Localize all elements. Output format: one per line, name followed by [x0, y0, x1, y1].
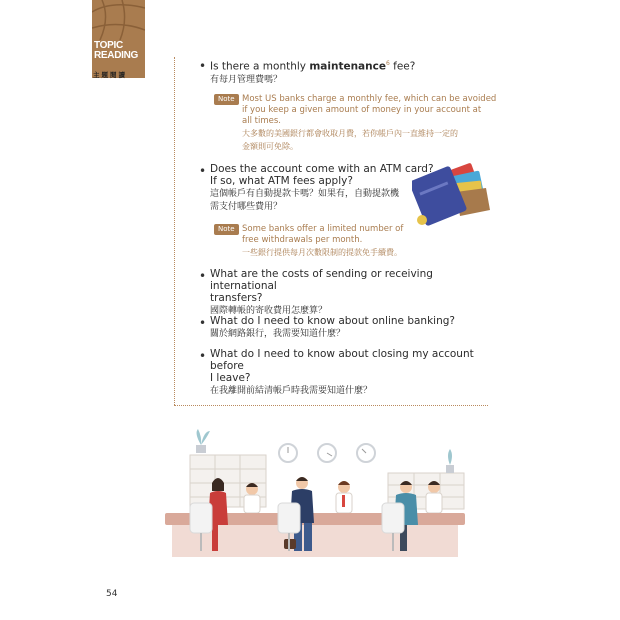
topic-label-line1: TOPIC	[94, 40, 123, 51]
dotted-divider-vertical	[174, 57, 175, 405]
question-4	[200, 315, 500, 341]
question-3-zh: 國際轉帳的寄收費用怎麼算？	[210, 306, 328, 316]
note-2-en-line1: Some banks offer a limited number of	[242, 224, 404, 234]
note-2-en-line2: free withdrawals per month.	[242, 235, 363, 245]
bullet-icon: •	[199, 349, 207, 363]
note-1-zh-line2: 金額則可免除。	[242, 142, 298, 151]
question-5-zh: 在我離開前結清帳戶時我需要知道什麼？	[210, 386, 373, 396]
topic-reading-tab	[92, 0, 145, 78]
topic-label-zh: 主題閱讀	[93, 71, 127, 79]
topic-label-line2: READING	[94, 50, 139, 61]
question-2-en-line2: If so, what ATM fees apply?	[210, 175, 353, 187]
question-2-en-line1: Does the account come with an ATM card?	[210, 163, 434, 175]
note-badge: Note	[214, 224, 239, 235]
bank-counter-illustration	[160, 425, 480, 560]
dotted-divider-horizontal	[174, 405, 488, 406]
question-5	[200, 348, 500, 398]
note-1-en-line1: Most US banks charge a monthly fee, which can be avoided	[242, 94, 497, 104]
bullet-icon: •	[199, 164, 207, 178]
question-4-en: What do I need to know about online banking?	[210, 315, 455, 327]
question-5-en-line2: I leave?	[210, 372, 251, 384]
topic-label	[94, 41, 138, 61]
note-1-en-line2: if you keep a given amount of money in your account at	[242, 105, 482, 115]
question-1	[200, 58, 500, 87]
question-4-zh: 關於網路銀行，我需要知道什麼？	[210, 329, 346, 339]
question-3-en-line2: transfers?	[210, 292, 263, 304]
note-1	[214, 94, 504, 153]
question-2-zh-line2: 需支付哪些費用？	[210, 202, 283, 212]
question-3	[200, 268, 500, 318]
q1-en-part2: fee?	[389, 60, 416, 73]
question-1-en	[210, 58, 500, 73]
q1-en-bold: maintenance	[309, 60, 386, 73]
q1-en-footnote: 6	[385, 60, 390, 67]
wallet-cards-illustration	[412, 158, 494, 230]
bullet-icon: •	[199, 269, 207, 283]
bullet-icon: •	[199, 59, 207, 73]
question-3-en-line1: What are the costs of sending or receiving international	[210, 268, 433, 292]
note-2-zh: 一些銀行提供每月次數限制的提款免手續費。	[242, 248, 402, 257]
plant-icon	[196, 429, 210, 453]
question-1-zh: 有每月管理費嗎？	[210, 74, 283, 85]
note-1-en-line3: all times.	[242, 116, 281, 126]
question-2-zh-line1: 這個帳戶有自動提款卡嗎？如果有，自動提款機	[210, 189, 400, 199]
note-badge: Note	[214, 94, 239, 105]
note-2	[214, 224, 504, 259]
q1-en-part1: Is there a monthly	[210, 60, 310, 73]
note-1-zh-line1: 大多數的美國銀行都會收取月費，若你帳戶內一直維持一定的	[242, 129, 458, 138]
page-number: 54	[106, 589, 118, 599]
tab-pattern-icon	[92, 0, 145, 40]
bullet-icon: •	[199, 316, 207, 330]
clock-icons	[279, 444, 375, 462]
question-5-en-line1: What do I need to know about closing my account before	[210, 348, 474, 372]
